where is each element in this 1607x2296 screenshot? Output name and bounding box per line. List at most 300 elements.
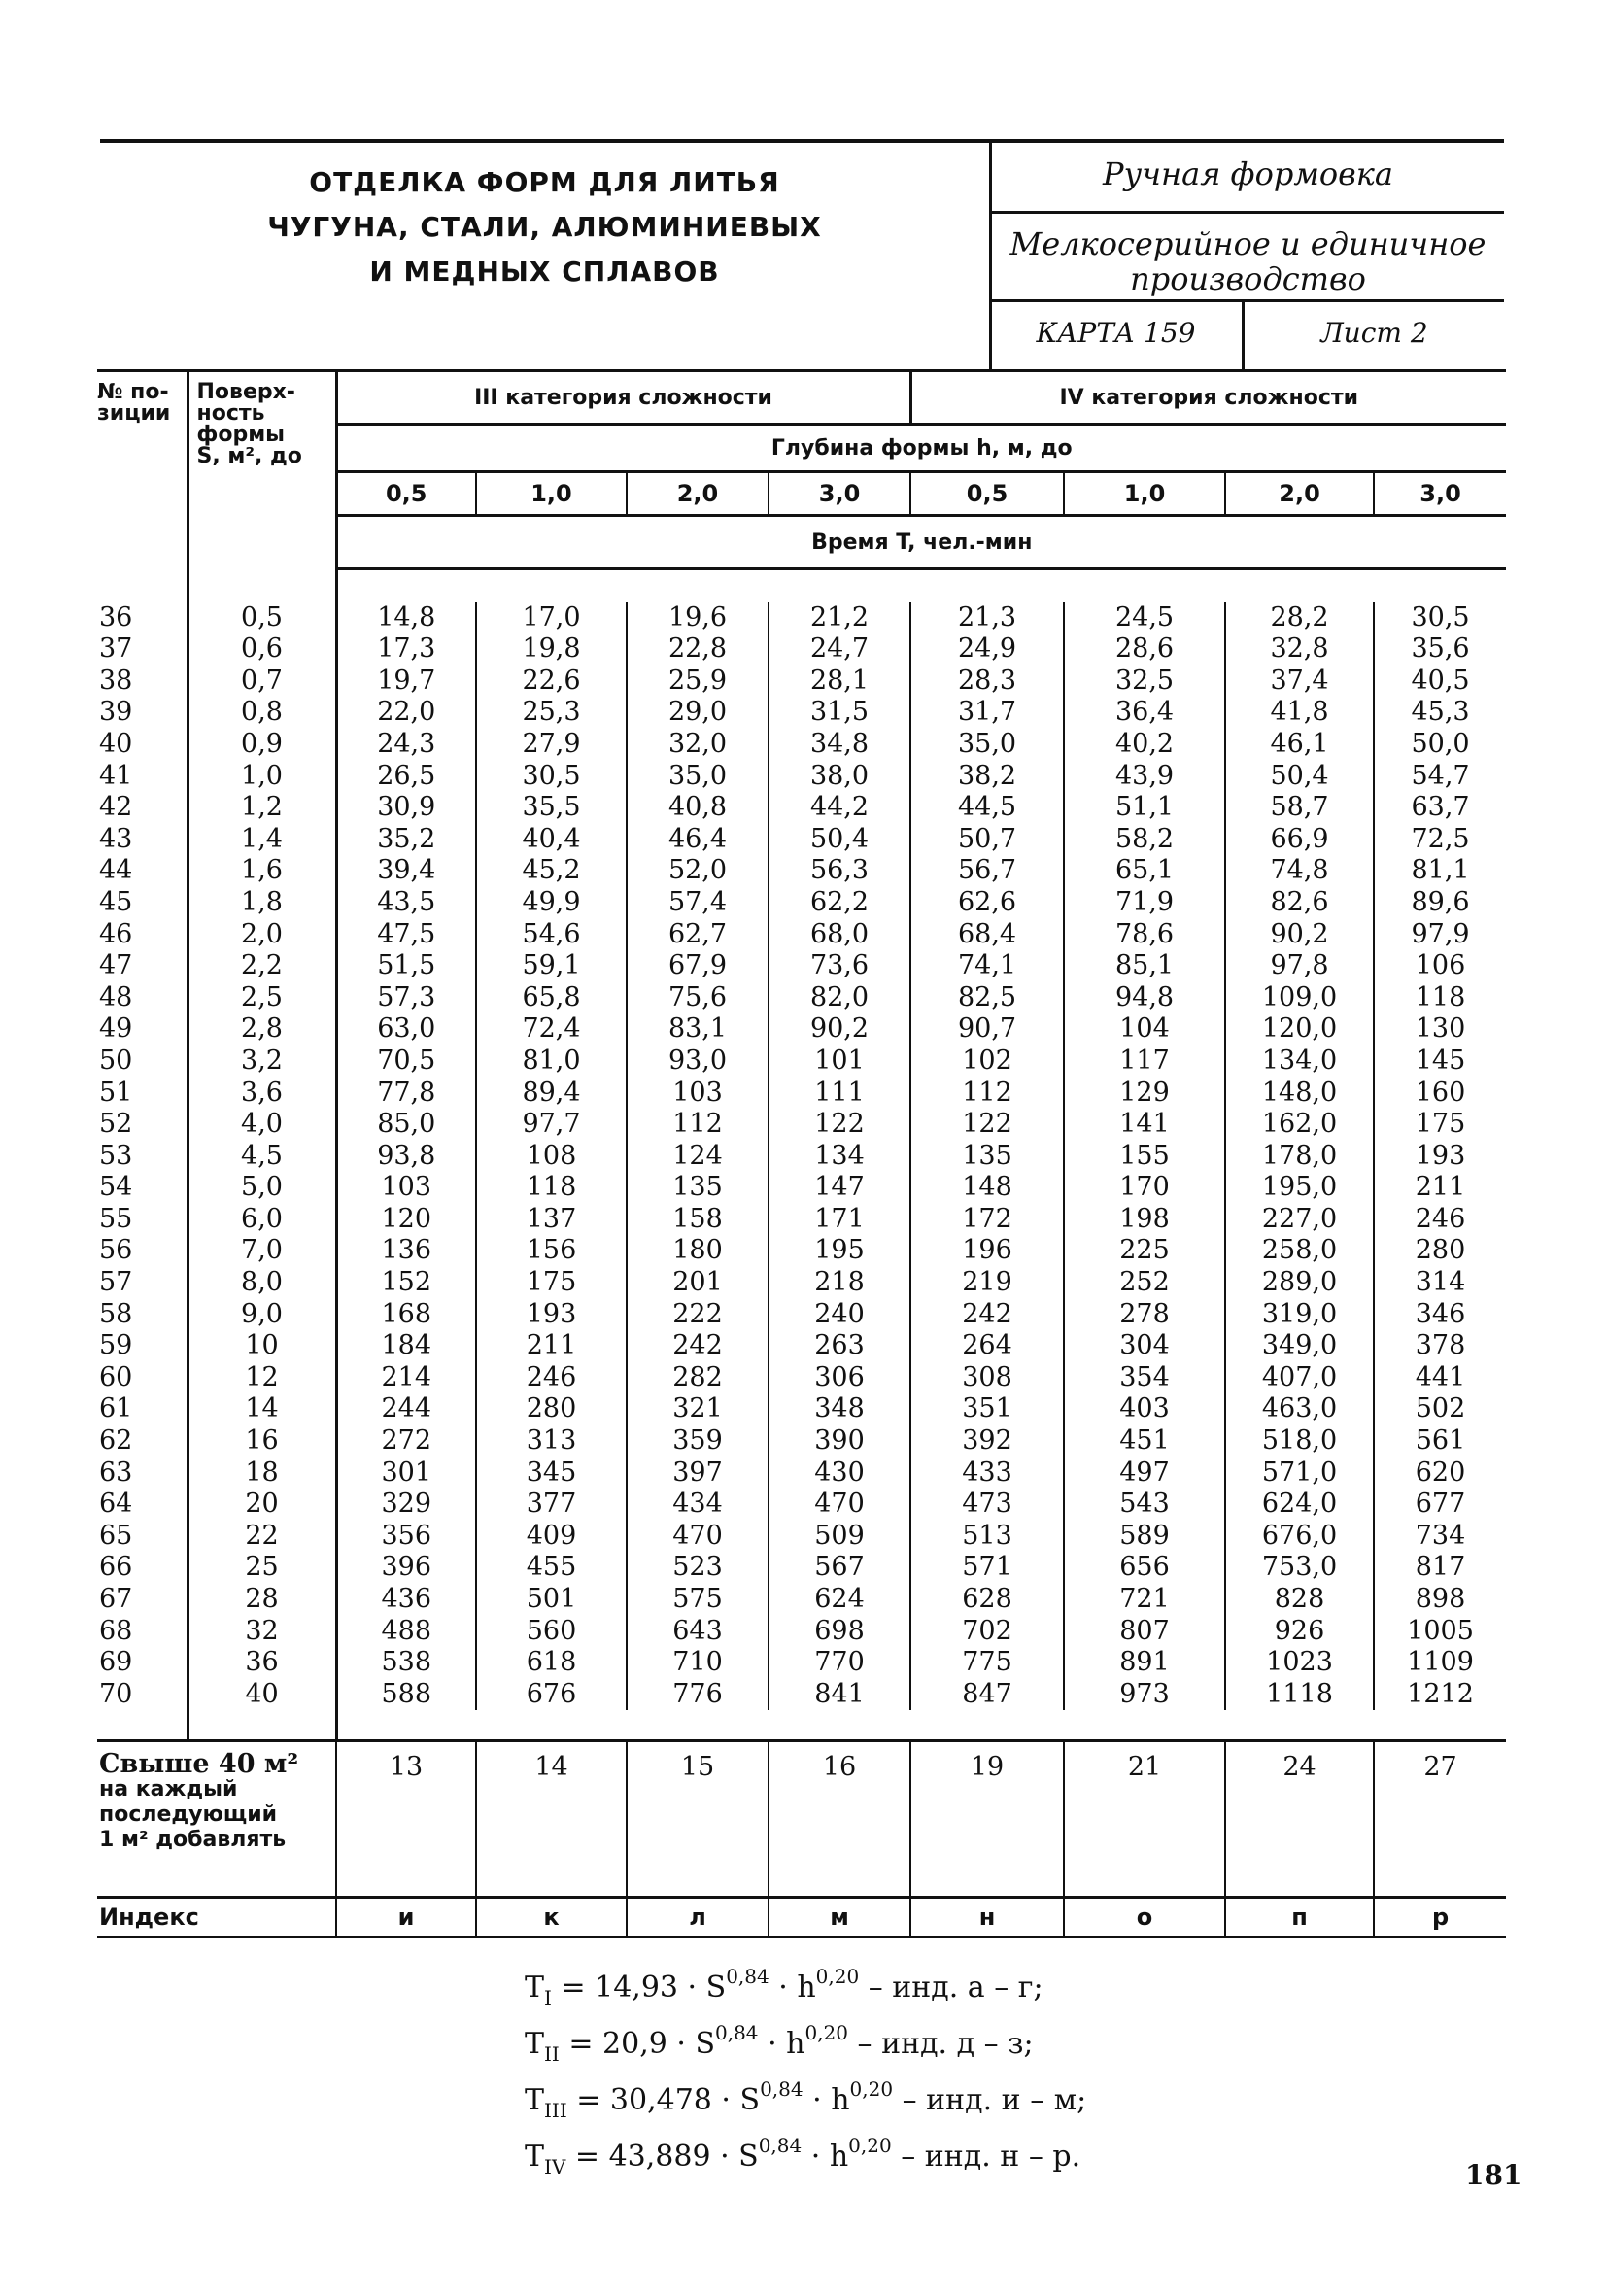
time-cell: 329 bbox=[336, 1489, 476, 1521]
table-row bbox=[97, 1172, 1506, 1204]
formula-tail: – инд. д – з; bbox=[848, 2027, 1034, 2061]
time-cell: 50,4 bbox=[1225, 761, 1374, 793]
spacer-row bbox=[97, 1710, 1506, 1741]
surface-cell: 1,4 bbox=[188, 824, 336, 856]
time-cell: 97,8 bbox=[1225, 950, 1374, 982]
header-top-rule bbox=[100, 139, 1504, 143]
time-cell: 313 bbox=[476, 1425, 627, 1457]
time-cell: 195 bbox=[769, 1235, 910, 1267]
time-cell: 162,0 bbox=[1225, 1109, 1374, 1141]
position-cell: 43 bbox=[97, 824, 188, 856]
time-cell: 278 bbox=[1064, 1299, 1225, 1331]
category-4-header: IV категория сложности bbox=[910, 371, 1506, 425]
time-cell: 359 bbox=[627, 1425, 769, 1457]
position-cell: 45 bbox=[97, 887, 188, 919]
time-cell: 409 bbox=[476, 1521, 627, 1553]
production-line-2: производство bbox=[1130, 260, 1366, 297]
position-cell: 40 bbox=[97, 729, 188, 761]
time-cell: 30,5 bbox=[476, 761, 627, 793]
time-cell: 195,0 bbox=[1225, 1172, 1374, 1204]
time-cell: 31,5 bbox=[769, 697, 910, 729]
time-cell: 518,0 bbox=[1225, 1425, 1374, 1457]
time-cell: 62,7 bbox=[627, 919, 769, 951]
formula-e2: 0,20 bbox=[815, 1965, 860, 1988]
table-row bbox=[97, 1141, 1506, 1173]
formula-tail: – инд. а – г; bbox=[859, 1970, 1043, 2005]
time-cell: 497 bbox=[1064, 1457, 1225, 1490]
table-row bbox=[97, 1362, 1506, 1394]
time-cell: 280 bbox=[476, 1393, 627, 1425]
time-cell: 28,1 bbox=[769, 666, 910, 698]
formula-mid: · h bbox=[803, 2083, 850, 2117]
time-cell: 72,4 bbox=[476, 1013, 627, 1045]
time-cell: 85,1 bbox=[1064, 950, 1225, 982]
time-cell: 63,7 bbox=[1411, 792, 1470, 823]
table-row bbox=[97, 1521, 1506, 1553]
time-cell: 82,6 bbox=[1225, 887, 1374, 919]
header-rule-2 bbox=[992, 299, 1504, 302]
time-cell: 828 bbox=[1225, 1584, 1374, 1616]
formula-line bbox=[525, 2005, 1302, 2066]
time-cell: 455 bbox=[476, 1552, 627, 1584]
page-number: 181 bbox=[1465, 2159, 1522, 2191]
surface-cell: 10 bbox=[188, 1330, 336, 1362]
time-cell: 770 bbox=[769, 1647, 910, 1679]
formula-mid: · h bbox=[802, 2140, 849, 2174]
position-header-line-1: № по- bbox=[97, 380, 169, 404]
time-cell: 21,3 bbox=[910, 602, 1064, 634]
time-cell: 306 bbox=[769, 1362, 910, 1394]
position-cell: 37 bbox=[97, 634, 188, 666]
above-40-line-4: 1 м² добавлять bbox=[99, 1828, 287, 1853]
time-cell: 141 bbox=[1064, 1109, 1225, 1141]
time-cell: 430 bbox=[769, 1457, 910, 1490]
surface-cell: 4,0 bbox=[188, 1109, 336, 1141]
time-cell: 108 bbox=[476, 1141, 627, 1173]
time-cell: 39,4 bbox=[336, 855, 476, 887]
position-cell: 53 bbox=[97, 1141, 188, 1173]
time-cell: 27,9 bbox=[476, 729, 627, 761]
time-cell: 50,7 bbox=[910, 824, 1064, 856]
time-cell: 89,6 bbox=[1411, 886, 1470, 917]
time-cell: 65,8 bbox=[476, 982, 627, 1014]
time-cell: 152 bbox=[336, 1267, 476, 1299]
time-cell: 168 bbox=[336, 1299, 476, 1331]
formula-sub: IV bbox=[544, 2155, 566, 2178]
position-cell: 64 bbox=[97, 1489, 188, 1521]
above-40-value: 14 bbox=[476, 1741, 627, 1898]
above-40-value: 27 bbox=[1374, 1741, 1506, 1898]
table-row bbox=[97, 1078, 1506, 1110]
above-40-line-2: на каждый bbox=[99, 1777, 238, 1802]
formula-t: T bbox=[525, 1970, 545, 2005]
formula-mid: · h bbox=[769, 1970, 816, 2005]
time-cell: 62,2 bbox=[769, 887, 910, 919]
card-header bbox=[100, 139, 1504, 370]
time-cell: 82,0 bbox=[769, 982, 910, 1014]
time-cell: 561 bbox=[1415, 1425, 1466, 1456]
time-cell: 356 bbox=[336, 1521, 476, 1553]
time-cell: 82,5 bbox=[910, 982, 1064, 1014]
formula-line bbox=[525, 1948, 1302, 2009]
formula-coef: = 20,9 · S bbox=[559, 2027, 715, 2061]
time-cell: 112 bbox=[627, 1109, 769, 1141]
time-cell: 52,0 bbox=[627, 855, 769, 887]
table-row bbox=[97, 1616, 1506, 1648]
time-cell: 817 bbox=[1415, 1552, 1466, 1583]
table-row bbox=[97, 855, 1506, 887]
time-cell: 21,2 bbox=[769, 602, 910, 634]
time-cell: 120 bbox=[336, 1204, 476, 1236]
index-label: Индекс bbox=[97, 1898, 336, 1937]
time-cell: 90,2 bbox=[769, 1013, 910, 1045]
time-cell: 17,3 bbox=[336, 634, 476, 666]
time-cell: 28,3 bbox=[910, 666, 1064, 698]
time-cell: 66,9 bbox=[1225, 824, 1374, 856]
time-cell: 441 bbox=[1415, 1361, 1466, 1392]
time-cell: 319,0 bbox=[1225, 1299, 1374, 1331]
time-cell: 37,4 bbox=[1225, 666, 1374, 698]
time-cell: 280 bbox=[1415, 1235, 1466, 1266]
time-cell: 24,9 bbox=[910, 634, 1064, 666]
time-cell: 847 bbox=[910, 1679, 1064, 1711]
time-cell: 289,0 bbox=[1225, 1267, 1374, 1299]
formula-e1: 0,84 bbox=[715, 2021, 759, 2044]
time-cell: 676 bbox=[476, 1679, 627, 1711]
time-cell: 58,2 bbox=[1064, 824, 1225, 856]
position-cell: 63 bbox=[97, 1457, 188, 1490]
time-cell: 57,3 bbox=[336, 982, 476, 1014]
formula-mid: · h bbox=[758, 2027, 805, 2061]
position-cell: 62 bbox=[97, 1425, 188, 1457]
time-cell: 134 bbox=[769, 1141, 910, 1173]
time-cell: 624,0 bbox=[1225, 1489, 1374, 1521]
time-cell: 1005 bbox=[1407, 1615, 1474, 1646]
position-cell: 59 bbox=[97, 1330, 188, 1362]
time-cell: 377 bbox=[476, 1489, 627, 1521]
position-cell: 48 bbox=[97, 982, 188, 1014]
time-cell: 776 bbox=[627, 1679, 769, 1711]
time-cell: 81,0 bbox=[476, 1045, 627, 1078]
time-cell: 58,7 bbox=[1225, 792, 1374, 824]
time-cell: 45,3 bbox=[1411, 697, 1470, 728]
time-cell: 90,2 bbox=[1225, 919, 1374, 951]
time-cell: 43,5 bbox=[336, 887, 476, 919]
above-40-line-3: последующий bbox=[99, 1802, 278, 1828]
surface-cell: 1,6 bbox=[188, 855, 336, 887]
time-cell: 451 bbox=[1064, 1425, 1225, 1457]
position-cell: 65 bbox=[97, 1521, 188, 1553]
depth-value: 1,0 bbox=[476, 472, 627, 516]
time-cell: 44,2 bbox=[769, 792, 910, 824]
time-cell: 509 bbox=[769, 1521, 910, 1553]
time-norms-table bbox=[97, 369, 1506, 1938]
formula-sub: III bbox=[544, 2099, 567, 2122]
surface-cell: 0,5 bbox=[188, 602, 336, 634]
time-cell: 51,5 bbox=[336, 950, 476, 982]
surface-cell: 2,0 bbox=[188, 919, 336, 951]
production-line-1: Мелкосерийное и единичное bbox=[1009, 225, 1487, 262]
time-cell: 72,5 bbox=[1411, 823, 1470, 854]
index-value: и bbox=[336, 1898, 476, 1937]
time-cell: 46,1 bbox=[1225, 729, 1374, 761]
time-cell: 301 bbox=[336, 1457, 476, 1490]
position-cell: 49 bbox=[97, 1013, 188, 1045]
time-cell: 345 bbox=[476, 1457, 627, 1490]
time-cell: 198 bbox=[1064, 1204, 1225, 1236]
time-cell: 677 bbox=[1415, 1489, 1466, 1520]
time-cell: 734 bbox=[1415, 1520, 1466, 1551]
position-cell: 42 bbox=[97, 792, 188, 824]
position-cell: 47 bbox=[97, 950, 188, 982]
formula-t: T bbox=[525, 2083, 545, 2117]
time-cell: 753,0 bbox=[1225, 1552, 1374, 1584]
time-cell: 93,0 bbox=[627, 1045, 769, 1078]
table-row bbox=[97, 1647, 1506, 1679]
time-cell: 891 bbox=[1064, 1647, 1225, 1679]
table-row bbox=[97, 761, 1506, 793]
table-row bbox=[97, 792, 1506, 824]
time-cell: 156 bbox=[476, 1235, 627, 1267]
time-cell: 618 bbox=[476, 1647, 627, 1679]
time-cell: 702 bbox=[910, 1616, 1064, 1648]
time-cell: 1023 bbox=[1225, 1647, 1374, 1679]
surface-cell: 25 bbox=[188, 1552, 336, 1584]
surface-cell: 36 bbox=[188, 1647, 336, 1679]
table-row bbox=[97, 1109, 1506, 1141]
time-cell: 35,2 bbox=[336, 824, 476, 856]
time-cell: 135 bbox=[627, 1172, 769, 1204]
position-column-header bbox=[97, 371, 188, 569]
formula-sub: II bbox=[544, 2042, 560, 2066]
time-cell: 112 bbox=[910, 1078, 1064, 1110]
time-cell: 624 bbox=[769, 1584, 910, 1616]
time-cell: 193 bbox=[1415, 1140, 1466, 1171]
time-cell: 501 bbox=[476, 1584, 627, 1616]
time-cell: 68,0 bbox=[769, 919, 910, 951]
position-cell: 69 bbox=[97, 1647, 188, 1679]
time-cell: 252 bbox=[1064, 1267, 1225, 1299]
time-cell: 50,0 bbox=[1411, 728, 1470, 759]
formula-t: T bbox=[525, 2140, 545, 2174]
time-cell: 620 bbox=[1415, 1456, 1466, 1488]
time-cell: 19,6 bbox=[627, 602, 769, 634]
position-cell: 50 bbox=[97, 1045, 188, 1078]
time-cell: 973 bbox=[1064, 1679, 1225, 1711]
position-header-line-2: зиции bbox=[97, 401, 171, 426]
time-cell: 463,0 bbox=[1225, 1393, 1374, 1425]
surface-header-line-3: формы bbox=[196, 423, 286, 447]
time-cell: 588 bbox=[336, 1679, 476, 1711]
above-40-value: 21 bbox=[1064, 1741, 1225, 1898]
surface-cell: 16 bbox=[188, 1425, 336, 1457]
time-cell: 59,1 bbox=[476, 950, 627, 982]
time-cell: 117 bbox=[1064, 1045, 1225, 1078]
index-value: п bbox=[1225, 1898, 1374, 1937]
time-cell: 392 bbox=[910, 1425, 1064, 1457]
time-cell: 71,9 bbox=[1064, 887, 1225, 919]
time-cell: 70,5 bbox=[336, 1045, 476, 1078]
index-row bbox=[97, 1898, 1506, 1937]
table-row bbox=[97, 697, 1506, 729]
card-number: КАРТА 159 bbox=[1036, 317, 1196, 349]
position-cell: 44 bbox=[97, 855, 188, 887]
surface-cell: 1,8 bbox=[188, 887, 336, 919]
time-cell: 502 bbox=[1415, 1393, 1466, 1424]
time-cell: 77,8 bbox=[336, 1078, 476, 1110]
time-cell: 19,8 bbox=[476, 634, 627, 666]
time-cell: 36,4 bbox=[1064, 697, 1225, 729]
time-cell: 85,0 bbox=[336, 1109, 476, 1141]
time-cell: 244 bbox=[336, 1393, 476, 1425]
time-cell: 57,4 bbox=[627, 887, 769, 919]
position-cell: 58 bbox=[97, 1299, 188, 1331]
time-cell: 38,2 bbox=[910, 761, 1064, 793]
time-cell: 32,0 bbox=[627, 729, 769, 761]
surface-cell: 2,8 bbox=[188, 1013, 336, 1045]
time-cell: 35,0 bbox=[910, 729, 1064, 761]
time-cell: 304 bbox=[1064, 1330, 1225, 1362]
surface-cell: 40 bbox=[188, 1679, 336, 1711]
table-row bbox=[97, 1489, 1506, 1521]
time-cell: 45,2 bbox=[476, 855, 627, 887]
time-cell: 93,8 bbox=[336, 1141, 476, 1173]
position-cell: 56 bbox=[97, 1235, 188, 1267]
time-cell: 22,6 bbox=[476, 666, 627, 698]
time-cell: 656 bbox=[1064, 1552, 1225, 1584]
depth-value: 3,0 bbox=[1374, 472, 1506, 516]
time-cell: 246 bbox=[476, 1362, 627, 1394]
above-40-value: 19 bbox=[910, 1741, 1064, 1898]
time-cell: 175 bbox=[1415, 1109, 1466, 1140]
time-cell: 258,0 bbox=[1225, 1235, 1374, 1267]
time-cell: 31,7 bbox=[910, 697, 1064, 729]
time-cell: 348 bbox=[769, 1393, 910, 1425]
time-cell: 643 bbox=[627, 1616, 769, 1648]
surface-cell: 3,6 bbox=[188, 1078, 336, 1110]
time-cell: 90,7 bbox=[910, 1013, 1064, 1045]
index-value: о bbox=[1064, 1898, 1225, 1937]
time-cell: 201 bbox=[627, 1267, 769, 1299]
index-value: л bbox=[627, 1898, 769, 1937]
formula-sub: I bbox=[544, 1986, 552, 2009]
time-cell: 122 bbox=[910, 1109, 1064, 1141]
time-cell: 560 bbox=[476, 1616, 627, 1648]
time-cell: 94,8 bbox=[1064, 982, 1225, 1014]
time-cell: 676,0 bbox=[1225, 1521, 1374, 1553]
time-cell: 74,1 bbox=[910, 950, 1064, 982]
table-row bbox=[97, 1584, 1506, 1616]
time-cell: 473 bbox=[910, 1489, 1064, 1521]
time-cell: 54,7 bbox=[1411, 760, 1470, 791]
time-cell: 32,5 bbox=[1064, 666, 1225, 698]
surface-cell: 12 bbox=[188, 1362, 336, 1394]
time-cell: 222 bbox=[627, 1299, 769, 1331]
time-cell: 775 bbox=[910, 1647, 1064, 1679]
time-cell: 589 bbox=[1064, 1521, 1225, 1553]
time-cell: 698 bbox=[769, 1616, 910, 1648]
time-cell: 148 bbox=[910, 1172, 1064, 1204]
time-cell: 67,9 bbox=[627, 950, 769, 982]
time-cell: 898 bbox=[1415, 1584, 1466, 1614]
time-cell: 74,8 bbox=[1225, 855, 1374, 887]
title-line-3: И МЕДНЫХ СПЛАВОВ bbox=[369, 256, 720, 288]
time-cell: 54,6 bbox=[476, 919, 627, 951]
time-cell: 14,8 bbox=[336, 602, 476, 634]
above-40-value: 24 bbox=[1225, 1741, 1374, 1898]
table-body bbox=[97, 569, 1506, 1711]
time-cell: 137 bbox=[476, 1204, 627, 1236]
time-cell: 147 bbox=[769, 1172, 910, 1204]
time-cell: 104 bbox=[1064, 1013, 1225, 1045]
time-cell: 1109 bbox=[1407, 1647, 1474, 1678]
position-cell: 52 bbox=[97, 1109, 188, 1141]
time-cell: 101 bbox=[769, 1045, 910, 1078]
time-cell: 523 bbox=[627, 1552, 769, 1584]
position-cell: 41 bbox=[97, 761, 188, 793]
time-cell: 436 bbox=[336, 1584, 476, 1616]
time-cell: 214 bbox=[336, 1362, 476, 1394]
depth-value: 0,5 bbox=[336, 472, 476, 516]
time-cell: 218 bbox=[769, 1267, 910, 1299]
time-cell: 227,0 bbox=[1225, 1204, 1374, 1236]
time-cell: 543 bbox=[1064, 1489, 1225, 1521]
time-cell: 351 bbox=[910, 1393, 1064, 1425]
document-title bbox=[100, 160, 989, 294]
time-cell: 180 bbox=[627, 1235, 769, 1267]
time-cell: 97,9 bbox=[1411, 918, 1470, 949]
time-cell: 28,6 bbox=[1064, 634, 1225, 666]
position-cell: 57 bbox=[97, 1267, 188, 1299]
formula-line bbox=[525, 2117, 1302, 2178]
time-cell: 155 bbox=[1064, 1141, 1225, 1173]
time-cell: 242 bbox=[910, 1299, 1064, 1331]
depth-value: 2,0 bbox=[1225, 472, 1374, 516]
position-cell: 51 bbox=[97, 1078, 188, 1110]
category-3-header: III категория сложности bbox=[336, 371, 910, 425]
position-cell: 39 bbox=[97, 697, 188, 729]
time-cell: 397 bbox=[627, 1457, 769, 1490]
formula-e2: 0,20 bbox=[804, 2021, 848, 2044]
surface-cell: 14 bbox=[188, 1393, 336, 1425]
time-cell: 145 bbox=[1415, 1045, 1466, 1076]
time-cell: 109,0 bbox=[1225, 982, 1374, 1014]
time-cell: 1118 bbox=[1225, 1679, 1374, 1711]
table-row bbox=[97, 887, 1506, 919]
table-row bbox=[97, 1330, 1506, 1362]
time-cell: 51,1 bbox=[1064, 792, 1225, 824]
time-cell: 272 bbox=[336, 1425, 476, 1457]
time-cell: 308 bbox=[910, 1362, 1064, 1394]
formula-coef: = 14,93 · S bbox=[551, 1970, 727, 2005]
time-cell: 32,8 bbox=[1225, 634, 1374, 666]
position-cell: 68 bbox=[97, 1616, 188, 1648]
time-cell: 120,0 bbox=[1225, 1013, 1374, 1045]
depth-value: 0,5 bbox=[910, 472, 1064, 516]
time-cell: 807 bbox=[1064, 1616, 1225, 1648]
time-cell: 134,0 bbox=[1225, 1045, 1374, 1078]
surface-cell: 3,2 bbox=[188, 1045, 336, 1078]
time-cell: 403 bbox=[1064, 1393, 1225, 1425]
time-cell: 171 bbox=[769, 1204, 910, 1236]
title-line-2: ЧУГУНА, СТАЛИ, АЛЮМИНИЕВЫХ bbox=[267, 211, 822, 243]
time-header: Время T, чел.-мин bbox=[336, 516, 1506, 569]
table-row bbox=[97, 1267, 1506, 1299]
time-cell: 26,5 bbox=[336, 761, 476, 793]
time-cell: 81,1 bbox=[1411, 855, 1470, 886]
time-cell: 575 bbox=[627, 1584, 769, 1616]
above-40-label bbox=[97, 1741, 336, 1898]
